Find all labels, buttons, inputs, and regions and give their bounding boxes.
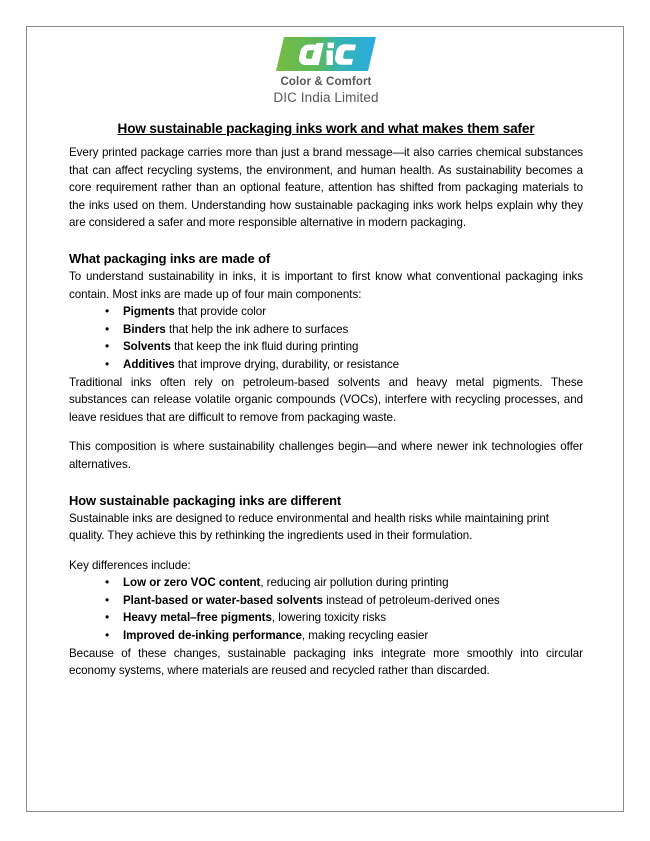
page-title: How sustainable packaging inks work and what makes them safer <box>117 121 535 136</box>
logo-company-name: DIC India Limited <box>273 90 379 105</box>
list-item-term: Improved de-inking performance <box>123 629 302 643</box>
bullet-icon: • <box>105 304 110 319</box>
bullet-icon: • <box>105 610 110 625</box>
section-heading-inks-different: How sustainable packaging inks are different <box>69 492 342 508</box>
list-item-term: Heavy metal–free pigments <box>123 611 272 625</box>
list-item <box>105 592 583 610</box>
bullet-icon: • <box>105 628 110 643</box>
section-heading-inks-made-of: What packaging inks are made of <box>69 250 271 266</box>
list-item-description: that help the ink adhere to surfaces <box>165 322 349 336</box>
list-item-description: that improve drying, durability, or resistance <box>174 357 399 371</box>
list-item-term: Low or zero VOC content <box>123 576 261 590</box>
list-item-term: Solvents <box>123 340 171 354</box>
list-item-description: , lowering toxicity risks <box>271 611 386 625</box>
spacer <box>69 474 583 491</box>
key-differences-intro: Key differences include: <box>69 558 191 572</box>
list-item-description: , making recycling easier <box>301 629 429 643</box>
section-2-closing-paragraph: Because of these changes, sustainable packaging inks integrate more smoothly into circular economy systems, where materials are reused and recycled rather than discarded. <box>69 646 583 678</box>
list-item <box>105 609 583 627</box>
intro-paragraph: Every printed package carries more than just a brand message—it also carries chemical substances that can affect recycling systems, the environment, and human health. As sustainability becomes a core requirement rather than an optional feature, attention has shifted from packaging materials to the inks used on them. Understanding how sustainable packaging inks work helps explain why they are considered a safer and more responsible alternative in modern packaging. <box>69 146 583 230</box>
section-1-lead-paragraph: To understand sustainability in inks, it is important to first know what conventional packaging inks contain. Most inks are made up of four main components: <box>69 269 583 301</box>
dic-logo-mark-icon <box>276 37 376 71</box>
bullet-icon: • <box>105 321 110 336</box>
bullet-icon: • <box>105 592 110 607</box>
spacer <box>69 426 583 438</box>
section-1-after-bullets-paragraph: Traditional inks often rely on petroleum-based solvents and heavy metal pigments. These substances can release volatile organic compounds (VOCs), interfere with recycling processes, and leave residues that are difficult to remove from packaging waste. <box>69 375 583 424</box>
spacer <box>69 232 583 249</box>
list-item-description: , reducing air pollution during printing <box>260 576 449 590</box>
document-body <box>69 31 583 680</box>
key-differences-list <box>69 574 583 644</box>
list-item <box>105 321 583 339</box>
spacer <box>69 545 583 557</box>
section-1-closing-paragraph: This composition is where sustainability challenges begin—and where newer ink technologies offer alternatives. <box>69 440 583 471</box>
list-item-description: instead of petroleum-derived ones <box>322 593 500 607</box>
list-item <box>105 303 583 321</box>
logo-tagline: Color & Comfort <box>280 76 372 88</box>
list-item-term: Additives <box>123 357 175 371</box>
section-2-lead-paragraph: Sustainable inks are designed to reduce environmental and health risks while maintaining print quality. They achieve this by rethinking the ingredients used in their formulation. <box>69 511 549 543</box>
dic-logo <box>69 31 583 106</box>
ink-components-list <box>69 303 583 373</box>
list-item <box>105 338 583 356</box>
document-page <box>26 26 624 812</box>
bullet-icon: • <box>105 339 110 354</box>
list-item <box>105 356 583 374</box>
bullet-icon: • <box>105 575 110 590</box>
list-item-description: that keep the ink fluid during printing <box>170 340 359 354</box>
list-item-term: Pigments <box>123 305 175 319</box>
list-item-term: Plant-based or water-based solvents <box>123 593 323 607</box>
bullet-icon: • <box>105 356 110 371</box>
list-item <box>105 627 583 645</box>
list-item <box>105 574 583 592</box>
list-item-description: that provide color <box>174 305 267 319</box>
list-item-term: Binders <box>123 322 166 336</box>
